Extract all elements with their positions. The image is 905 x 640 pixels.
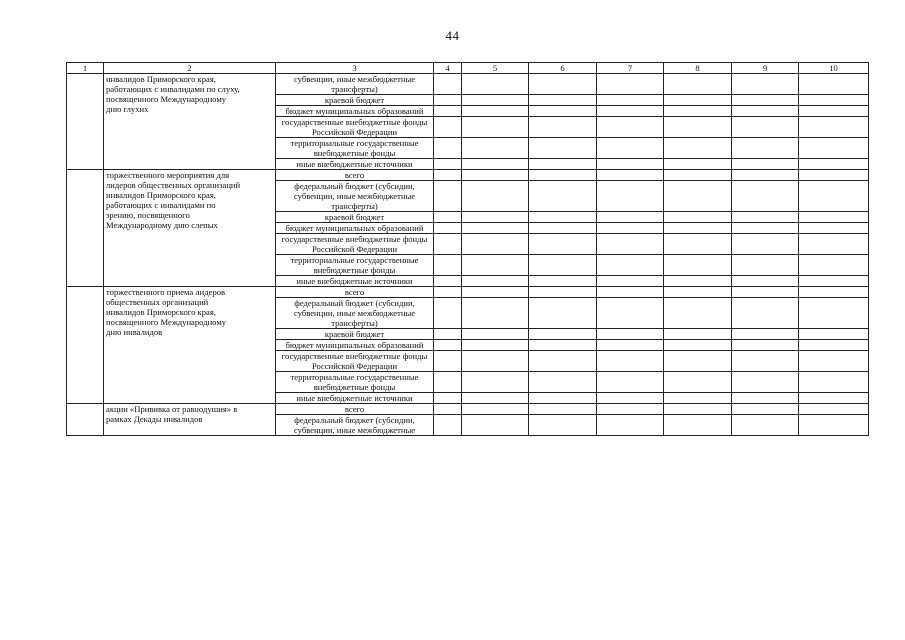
value-cell (664, 276, 732, 287)
value-cell (732, 138, 799, 159)
value-cell (434, 170, 462, 181)
event-name-cell: инвалидов Приморского края, работающих с инвалидами по слуху, посвященного Международному дню глухих (104, 74, 276, 170)
value-cell (664, 181, 732, 212)
value-cell (597, 351, 664, 372)
value-cell (529, 234, 597, 255)
value-cell (664, 287, 732, 298)
value-cell (529, 287, 597, 298)
funding-source-cell: краевой бюджет (276, 212, 434, 223)
value-cell (462, 276, 529, 287)
funding-source-cell: всего (276, 170, 434, 181)
value-cell (664, 117, 732, 138)
value-cell (799, 106, 869, 117)
table-row (67, 287, 869, 298)
value-cell (597, 393, 664, 404)
value-cell (434, 74, 462, 95)
value-cell (597, 404, 664, 415)
value-cell (529, 372, 597, 393)
value-cell (732, 117, 799, 138)
table-row (67, 404, 869, 415)
funding-source-cell: государственные внебюджетные фонды Российской Федерации (276, 351, 434, 372)
column-header: 10 (799, 63, 869, 74)
value-cell (434, 276, 462, 287)
value-cell (529, 159, 597, 170)
value-cell (597, 329, 664, 340)
row-number-cell (67, 404, 104, 436)
column-header: 5 (462, 63, 529, 74)
value-cell (462, 329, 529, 340)
funding-source-cell: территориальные государственные внебюджетные фонды (276, 138, 434, 159)
value-cell (434, 138, 462, 159)
value-cell (732, 351, 799, 372)
value-cell (732, 255, 799, 276)
value-cell (462, 351, 529, 372)
column-header: 4 (434, 63, 462, 74)
value-cell (799, 415, 869, 436)
value-cell (799, 212, 869, 223)
value-cell (799, 223, 869, 234)
funding-source-cell: федеральный бюджет (субсидии, субвенции, иные межбюджетные трансферты) (276, 181, 434, 212)
value-cell (462, 159, 529, 170)
value-cell (799, 393, 869, 404)
value-cell (597, 117, 664, 138)
value-cell (799, 74, 869, 95)
event-name-cell: торжественного мероприятия для лидеров общественных организаций инвалидов Приморского края, работающих с инвалидами по зрению, посвященного Международному дню слепых (104, 170, 276, 287)
funding-source-cell: субвенции, иные межбюджетные трансферты) (276, 74, 434, 95)
value-cell (434, 117, 462, 138)
value-cell (597, 372, 664, 393)
value-cell (597, 74, 664, 95)
value-cell (597, 223, 664, 234)
column-header: 6 (529, 63, 597, 74)
value-cell (732, 404, 799, 415)
value-cell (597, 170, 664, 181)
value-cell (529, 181, 597, 212)
value-cell (434, 340, 462, 351)
value-cell (664, 393, 732, 404)
value-cell (529, 255, 597, 276)
value-cell (529, 415, 597, 436)
value-cell (462, 415, 529, 436)
value-cell (732, 415, 799, 436)
value-cell (462, 170, 529, 181)
value-cell (597, 234, 664, 255)
value-cell (799, 138, 869, 159)
value-cell (732, 298, 799, 329)
value-cell (462, 234, 529, 255)
value-cell (434, 372, 462, 393)
funding-source-cell: бюджет муниципальных образований (276, 106, 434, 117)
value-cell (462, 74, 529, 95)
value-cell (732, 159, 799, 170)
value-cell (664, 404, 732, 415)
value-cell (597, 159, 664, 170)
funding-source-cell: краевой бюджет (276, 329, 434, 340)
value-cell (732, 106, 799, 117)
value-cell (799, 159, 869, 170)
value-cell (434, 181, 462, 212)
budget-table (66, 62, 869, 436)
value-cell (732, 234, 799, 255)
funding-source-cell: иные внебюджетные источники (276, 393, 434, 404)
value-cell (732, 223, 799, 234)
value-cell (462, 95, 529, 106)
funding-source-cell: краевой бюджет (276, 95, 434, 106)
value-cell (434, 298, 462, 329)
value-cell (434, 223, 462, 234)
value-cell (462, 340, 529, 351)
funding-source-cell: бюджет муниципальных образований (276, 340, 434, 351)
value-cell (799, 234, 869, 255)
value-cell (799, 181, 869, 212)
value-cell (664, 223, 732, 234)
value-cell (664, 138, 732, 159)
value-cell (664, 170, 732, 181)
value-cell (529, 404, 597, 415)
value-cell (597, 212, 664, 223)
funding-source-cell: территориальные государственные внебюджетные фонды (276, 255, 434, 276)
value-cell (597, 138, 664, 159)
value-cell (799, 276, 869, 287)
value-cell (664, 106, 732, 117)
value-cell (732, 340, 799, 351)
column-header: 7 (597, 63, 664, 74)
funding-source-cell: бюджет муниципальных образований (276, 223, 434, 234)
value-cell (529, 212, 597, 223)
value-cell (597, 340, 664, 351)
value-cell (732, 212, 799, 223)
value-cell (597, 276, 664, 287)
value-cell (799, 351, 869, 372)
value-cell (732, 74, 799, 95)
value-cell (434, 404, 462, 415)
value-cell (529, 276, 597, 287)
value-cell (529, 298, 597, 329)
column-header: 1 (67, 63, 104, 74)
column-number-row (67, 63, 869, 74)
funding-source-cell: иные внебюджетные источники (276, 276, 434, 287)
funding-source-cell: территориальные государственные внебюджетные фонды (276, 372, 434, 393)
value-cell (529, 223, 597, 234)
value-cell (529, 351, 597, 372)
funding-source-cell: федеральный бюджет (субсидии, субвенции, иные межбюджетные трансферты) (276, 298, 434, 329)
value-cell (434, 106, 462, 117)
value-cell (732, 287, 799, 298)
value-cell (799, 170, 869, 181)
row-number-cell (67, 74, 104, 170)
value-cell (664, 95, 732, 106)
value-cell (462, 223, 529, 234)
column-header: 9 (732, 63, 799, 74)
value-cell (434, 415, 462, 436)
funding-source-cell: государственные внебюджетные фонды Российской Федерации (276, 234, 434, 255)
value-cell (597, 415, 664, 436)
value-cell (732, 276, 799, 287)
row-number-cell (67, 287, 104, 404)
value-cell (462, 138, 529, 159)
value-cell (462, 372, 529, 393)
value-cell (799, 372, 869, 393)
value-cell (732, 170, 799, 181)
value-cell (732, 393, 799, 404)
event-name-cell: акции «Прививка от равнодушия» в рамках Декады инвалидов (104, 404, 276, 436)
event-name-cell: торжественного приема лидеров общественных организаций инвалидов Приморского края, посвященного Международному дню инвалидов (104, 287, 276, 404)
value-cell (732, 329, 799, 340)
value-cell (434, 255, 462, 276)
value-cell (664, 159, 732, 170)
value-cell (732, 95, 799, 106)
value-cell (664, 255, 732, 276)
value-cell (529, 138, 597, 159)
value-cell (799, 298, 869, 329)
value-cell (597, 106, 664, 117)
value-cell (732, 372, 799, 393)
value-cell (462, 287, 529, 298)
value-cell (462, 255, 529, 276)
value-cell (664, 298, 732, 329)
value-cell (462, 181, 529, 212)
value-cell (799, 95, 869, 106)
page-number: 44 (445, 28, 460, 43)
value-cell (529, 393, 597, 404)
value-cell (434, 212, 462, 223)
funding-source-cell: федеральный бюджет (субсидии, субвенции, иные межбюджетные (276, 415, 434, 436)
value-cell (529, 74, 597, 95)
value-cell (529, 329, 597, 340)
value-cell (597, 95, 664, 106)
value-cell (434, 159, 462, 170)
value-cell (462, 212, 529, 223)
value-cell (597, 181, 664, 212)
value-cell (664, 212, 732, 223)
table-body (67, 74, 869, 436)
value-cell (799, 255, 869, 276)
column-header: 2 (104, 63, 276, 74)
value-cell (529, 117, 597, 138)
value-cell (529, 95, 597, 106)
table-row (67, 170, 869, 181)
funding-source-cell: государственные внебюджетные фонды Российской Федерации (276, 117, 434, 138)
row-number-cell (67, 170, 104, 287)
value-cell (529, 340, 597, 351)
value-cell (664, 329, 732, 340)
value-cell (799, 287, 869, 298)
value-cell (434, 351, 462, 372)
value-cell (664, 415, 732, 436)
value-cell (434, 287, 462, 298)
value-cell (664, 372, 732, 393)
value-cell (462, 106, 529, 117)
funding-source-cell: всего (276, 287, 434, 298)
value-cell (434, 234, 462, 255)
value-cell (462, 117, 529, 138)
column-header: 3 (276, 63, 434, 74)
value-cell (462, 298, 529, 329)
value-cell (799, 404, 869, 415)
value-cell (434, 329, 462, 340)
value-cell (664, 351, 732, 372)
value-cell (529, 106, 597, 117)
funding-source-cell: иные внебюджетные источники (276, 159, 434, 170)
value-cell (462, 393, 529, 404)
value-cell (597, 255, 664, 276)
column-header: 8 (664, 63, 732, 74)
value-cell (597, 298, 664, 329)
value-cell (434, 95, 462, 106)
value-cell (732, 181, 799, 212)
value-cell (529, 170, 597, 181)
value-cell (664, 340, 732, 351)
value-cell (664, 74, 732, 95)
value-cell (434, 393, 462, 404)
value-cell (799, 329, 869, 340)
funding-source-cell: всего (276, 404, 434, 415)
value-cell (664, 234, 732, 255)
value-cell (597, 287, 664, 298)
table-row (67, 74, 869, 95)
value-cell (799, 117, 869, 138)
value-cell (462, 404, 529, 415)
value-cell (799, 340, 869, 351)
